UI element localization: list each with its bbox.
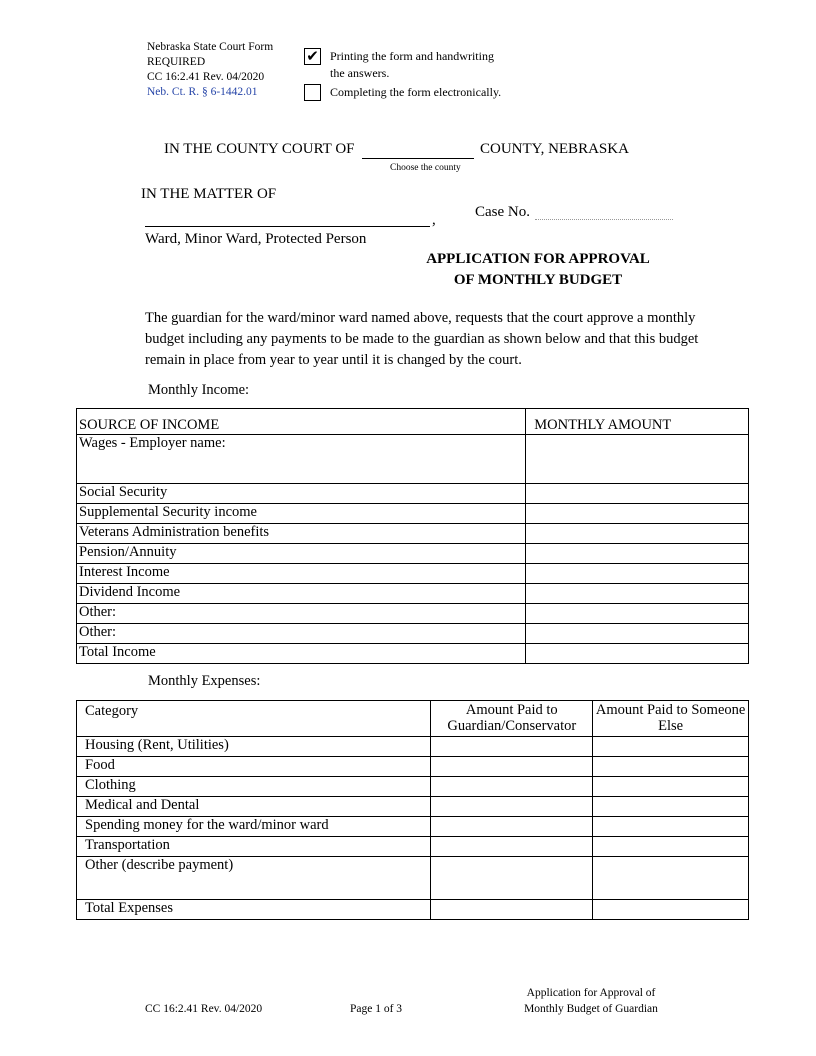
other-amount-input[interactable] xyxy=(593,797,749,817)
guardian-total-input[interactable] xyxy=(431,900,593,920)
county-hint: Choose the county xyxy=(390,163,461,173)
footer-form-id: CC 16:2.41 Rev. 04/2020 xyxy=(145,1003,263,1015)
income-col-source: SOURCE OF INCOME xyxy=(77,409,526,435)
court-caption xyxy=(164,141,629,159)
income-amount-input[interactable] xyxy=(526,544,749,564)
income-source: Dividend Income xyxy=(77,584,526,604)
table-row xyxy=(77,504,749,524)
guardian-amount-input[interactable] xyxy=(431,777,593,797)
application-text: The guardian for the ward/minor ward named above, requests that the court approve a monthly budget including any payments to be made to the guardian as shown below and that this budget remain in place from year to year until it is changed by the court. xyxy=(145,310,699,368)
court-suffix: COUNTY, NEBRASKA xyxy=(480,141,629,157)
income-amount-input[interactable] xyxy=(526,584,749,604)
guardian-amount-input[interactable] xyxy=(431,817,593,837)
table-row xyxy=(77,484,749,504)
expense-category: Housing (Rent, Utilities) xyxy=(77,737,431,757)
income-total-input[interactable] xyxy=(526,644,749,664)
footer-title-line2: Monthly Budget of Guardian xyxy=(524,1003,658,1015)
income-source: Other: xyxy=(77,604,526,624)
table-row xyxy=(77,737,749,757)
income-heading: Monthly Income: xyxy=(148,382,250,398)
income-source: Supplemental Security income xyxy=(77,504,526,524)
footer-page-number: Page 1 of 3 xyxy=(350,1003,403,1015)
table-row xyxy=(77,857,749,900)
expenses-col-category: Category xyxy=(77,701,431,737)
print-option-label xyxy=(330,48,494,82)
income-source: Interest Income xyxy=(77,564,526,584)
expense-category: Other (describe payment) xyxy=(77,857,431,900)
income-amount-input[interactable] xyxy=(526,484,749,504)
case-no-field[interactable] xyxy=(535,219,673,220)
expenses-heading: Monthly Expenses: xyxy=(148,673,261,689)
ward-label: Ward, Minor Ward, Protected Person xyxy=(145,231,367,247)
table-row xyxy=(77,524,749,544)
other-amount-input[interactable] xyxy=(593,857,749,900)
other-total-input[interactable] xyxy=(593,900,749,920)
table-row xyxy=(77,837,749,857)
guardian-amount-input[interactable] xyxy=(431,857,593,900)
expense-category: Clothing xyxy=(77,777,431,797)
expenses-header-row xyxy=(77,701,749,737)
court-prefix: IN THE COUNTY COURT OF xyxy=(164,141,355,157)
page-title xyxy=(388,249,688,291)
table-row xyxy=(77,564,749,584)
other-amount-input[interactable] xyxy=(593,737,749,757)
table-row xyxy=(77,817,749,837)
table-row xyxy=(77,644,749,664)
income-table xyxy=(76,408,749,664)
rule-reference-link[interactable]: Neb. Ct. R. § 6-1442.01 xyxy=(147,86,258,98)
expenses-col-guardian: Amount Paid to Guardian/Conservator xyxy=(431,701,593,737)
footer-title-line1: Application for Approval of xyxy=(526,987,656,999)
income-amount-input[interactable] xyxy=(526,435,749,484)
guardian-amount-input[interactable] xyxy=(431,737,593,757)
ward-name-field[interactable] xyxy=(145,226,430,227)
income-amount-input[interactable] xyxy=(526,564,749,584)
income-source: Social Security xyxy=(77,484,526,504)
income-amount-input[interactable] xyxy=(526,524,749,544)
income-source: Pension/Annuity xyxy=(77,544,526,564)
table-row xyxy=(77,435,749,484)
expense-category: Total Expenses xyxy=(77,900,431,920)
guardian-amount-input[interactable] xyxy=(431,797,593,817)
form-header-line2: REQUIRED xyxy=(147,56,206,68)
title-line2: OF MONTHLY BUDGET xyxy=(453,272,623,288)
print-option-line2: the answers. xyxy=(330,66,390,80)
expenses-col-other: Amount Paid to Someone Else xyxy=(593,701,749,737)
form-header-line3: CC 16:2.41 Rev. 04/2020 xyxy=(147,71,265,83)
income-source: Veterans Administration benefits xyxy=(77,524,526,544)
print-option-checkbox[interactable]: ✔ xyxy=(304,48,321,65)
matter-label: IN THE MATTER OF xyxy=(141,186,277,202)
guardian-amount-input[interactable] xyxy=(431,837,593,857)
expense-category: Medical and Dental xyxy=(77,797,431,817)
other-amount-input[interactable] xyxy=(593,817,749,837)
table-row xyxy=(77,900,749,920)
form-header-line1: Nebraska State Court Form xyxy=(147,41,274,53)
electronic-option-checkbox[interactable] xyxy=(304,84,321,101)
income-col-amount: MONTHLY AMOUNT xyxy=(526,409,749,435)
table-row xyxy=(77,624,749,644)
county-select[interactable] xyxy=(362,141,474,159)
other-amount-input[interactable] xyxy=(593,777,749,797)
table-row xyxy=(77,604,749,624)
income-header-row xyxy=(77,409,749,435)
income-source: Total Income xyxy=(77,644,526,664)
other-amount-input[interactable] xyxy=(593,837,749,857)
table-row xyxy=(77,777,749,797)
table-row xyxy=(77,584,749,604)
table-row xyxy=(77,797,749,817)
income-source: Other: xyxy=(77,624,526,644)
income-amount-input[interactable] xyxy=(526,504,749,524)
other-amount-input[interactable] xyxy=(593,757,749,777)
income-amount-input[interactable] xyxy=(526,624,749,644)
guardian-amount-input[interactable] xyxy=(431,757,593,777)
print-option-line1: Printing the form and handwriting xyxy=(330,49,494,63)
electronic-option-label: Completing the form electronically. xyxy=(330,85,502,99)
table-row xyxy=(77,544,749,564)
expense-category: Transportation xyxy=(77,837,431,857)
income-amount-input[interactable] xyxy=(526,604,749,624)
income-source: Wages - Employer name: xyxy=(77,435,526,484)
case-no-label: Case No. xyxy=(475,204,530,220)
table-row xyxy=(77,757,749,777)
expense-category: Spending money for the ward/minor ward xyxy=(77,817,431,837)
footer-title xyxy=(500,985,682,1017)
form-header xyxy=(147,40,273,100)
title-line1: APPLICATION FOR APPROVAL xyxy=(426,251,650,267)
expenses-table xyxy=(76,700,749,920)
expense-category: Food xyxy=(77,757,431,777)
comma: , xyxy=(432,212,436,228)
